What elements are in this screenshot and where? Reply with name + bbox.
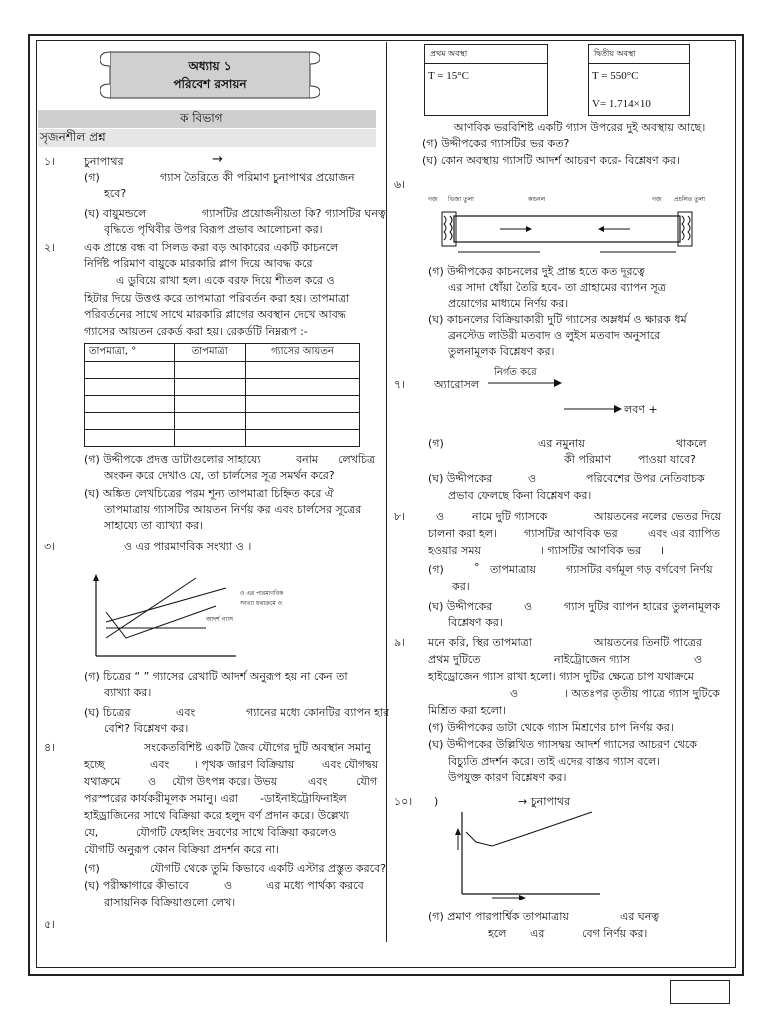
- q2-line4: হিটার দিয়ে উত্তপ্ত করে তাপমাত্রা পরিবর্তন করা হয়। তাপমাত্রা: [84, 292, 350, 305]
- q4-ga-label: (গ): [84, 862, 100, 875]
- q7-gha2: প্রভাব ফেলছে কিনা বিশ্লেষণ কর।: [448, 489, 592, 502]
- q2-ga-end: লেখচিত্র: [338, 453, 376, 466]
- q3-graph-label1: ও এর পারমাণবিক: [240, 590, 284, 597]
- q9-ga: (গ) উদ্দীপকের ডাটা থেকে গ্যাস মিশ্রণের চাপ নির্ণয় কর।: [428, 721, 674, 734]
- q2-ga: (গ) উদ্দীপকে প্রদত্ত ডাটাগুলোর সাহায্যে: [84, 453, 261, 466]
- page-number-box: [670, 980, 730, 1004]
- q9-gha3: উপযুক্ত কারণ বিশ্লেষণ কর।: [448, 771, 567, 784]
- q4-l2c: । পৃথক জারণ বিক্রিয়ায়: [194, 758, 295, 771]
- q8-l2b: গ্যাসটির আণবিক ভর: [524, 527, 618, 540]
- q4-l4a: পরস্পরের কার্যকরীমূলক সমানু। এরা: [84, 792, 238, 805]
- q8-ga: (গ): [428, 563, 444, 576]
- q2-gha3: সাহায্যে তা ব্যাখ্যা কর।: [104, 519, 204, 532]
- q4-number: ৪।: [44, 741, 56, 754]
- q9-l4b: । অতঃপর তৃতীয় পাত্রে গ্যাস দুটিকে: [564, 687, 720, 700]
- q6-label-mid: কাচনল: [528, 196, 546, 203]
- table-row: [85, 379, 360, 396]
- q10-ga2-mid: এর: [530, 927, 545, 940]
- q3-line1: ও এর পারমাণবিক সংখ্যা ও ।: [124, 540, 252, 553]
- q2-line1: এক প্রান্তে বন্ধ বা সিলড করা বড় আকারের একটি কাচনলে: [84, 241, 339, 254]
- q7-arrow-label: নির্গত করে: [494, 367, 537, 378]
- q8-l1a: ও: [436, 510, 445, 523]
- q4-gha-end: এর মধ্যে পার্থক্য করবে: [266, 879, 364, 892]
- q8-ga-mid: °: [474, 561, 480, 574]
- q6-label-right1: গজ: [652, 196, 662, 203]
- q8-gha2: বিশ্লেষণ কর।: [448, 616, 503, 629]
- q4-l6a: যে,: [84, 826, 99, 839]
- q3-ga: (গ) চিত্রের “ ” গ্যাসের রেখাটি আদর্শ অনুরূপ হয় না কেন তা: [84, 670, 348, 683]
- q4-l2b: এবং: [150, 758, 170, 771]
- section-heading: সৃজনশীল প্রশ্ন: [40, 130, 106, 144]
- table-header-cell: তাপমাত্রা, °: [85, 344, 175, 362]
- q2-line6: গ্যাসের আয়তন রেকর্ড করা হয়। রেকর্ডটি নিম্নরূপ :-: [84, 325, 308, 338]
- q2-line2: নির্দিষ্ট পরিমাণ বায়ুকে মারকারি প্লাগ দিয়ে আবদ্ধ করে: [84, 257, 313, 270]
- q3-number: ৩।: [44, 540, 56, 553]
- table-header-row: [85, 344, 360, 362]
- q7-ga-mid: এর নমুনায়: [538, 437, 585, 450]
- q3-graph-label2: সংখ্যা যথাক্রমে ও: [240, 600, 283, 607]
- q8-l3b: । গ্যাসটির আণবিক ভর: [540, 544, 642, 557]
- q3-graph-label3: আদর্শ গ্যাস: [206, 616, 233, 623]
- q4-l3d: এবং: [308, 775, 328, 788]
- q10-line1b: → চুনাপাথর: [518, 795, 571, 808]
- q8-gha-mid: ও: [524, 600, 533, 613]
- q4-gha: (ঘ) পরীক্ষাগারে কীভাবে: [84, 879, 189, 892]
- q7-line2: লবণ +: [624, 403, 658, 416]
- q4-l3a: যথাক্রমে: [84, 775, 121, 788]
- section-label: ক বিভাগ: [180, 111, 223, 125]
- q4-gha2: রাসায়নিক বিক্রিয়াগুলো লেখ।: [104, 896, 236, 909]
- q2-ga-mid: বনাম: [296, 453, 318, 466]
- q2-line5: পরিবর্তনের সাথে সাথে মারকারি প্লাগের অবস্থান দেখে আবদ্ধ: [84, 308, 346, 321]
- q4-l2e: যৌগদ্বয়: [344, 758, 379, 771]
- q6-label-left1: গজ: [428, 196, 438, 203]
- right-top-gha: (ঘ) কোন অবস্থায় গ্যাসটি আদর্শ আচরণ করে- বিশ্লেষণ কর।: [422, 154, 680, 167]
- table-row: [85, 413, 360, 430]
- q6-label-right2: প্রচলিত তুলা: [674, 196, 706, 203]
- q4-line5: হাইড্রাজিনের সাথে বিক্রিয়া করে হলুদ বর্ণ প্রদান করে। উল্লেখ্য: [84, 809, 349, 822]
- q1-gha-text2: বৃদ্ধিতে পৃথিবীর উপর বিরূপ প্রভাব আলোচনা কর।: [104, 223, 323, 236]
- q7-gha-end: পরিবেশের উপর নেতিবাচক: [586, 472, 705, 485]
- q4-l3c: যৌগ উৎপন্ন করে। উভয়: [172, 775, 278, 788]
- q4-ga-text: যৌগটি থেকে তুমি কিভাবে একটি এস্টার প্রস্তুত করবে?: [150, 862, 387, 875]
- q3-gha: (ঘ) চিত্রের: [84, 706, 131, 719]
- state1-title: প্রথম অবস্থা: [430, 49, 468, 58]
- q6-label-left2: ভিজা তুলা: [448, 196, 474, 203]
- q4-l3b: ও: [148, 775, 157, 788]
- q9-l1a: মনে করি, স্থির তাপমাত্রা: [428, 636, 532, 649]
- q8-l3c: ।: [660, 544, 665, 557]
- q1-gha-label: (ঘ) বায়ুমন্ডলে: [84, 207, 147, 220]
- reaction-arrow-icon: →: [212, 152, 223, 167]
- q8-l2c: এবং এর ব্যাপিত: [648, 527, 721, 540]
- q4-l4b: -ডাইনাইট্রোফিনাইল: [260, 792, 347, 805]
- state2-title: দ্বিতীয় অবস্থা: [594, 49, 636, 58]
- q9-l2a: প্রথম দুটিতে: [428, 653, 481, 666]
- state1-value: T = 15°C: [428, 70, 469, 82]
- q9-line5: মিশ্রিত করা হলো।: [428, 704, 507, 717]
- glass-tube-diagram: [440, 202, 700, 262]
- q1-gha-text: গ্যাসটির প্রয়োজনীয়তা কি? গ্যাসটির ঘনত্ব: [202, 207, 386, 220]
- q2-number: ২।: [44, 241, 56, 254]
- q8-ga-text: তাপমাত্রায়: [490, 563, 536, 576]
- q2-record-table: [84, 343, 360, 447]
- q8-ga-end: গ্যাসটির বর্গমূল গড় বর্গবেগ নির্ণয়: [566, 563, 713, 576]
- q1-line1: চুনাপাথর: [84, 155, 124, 168]
- q9-gha2: বিচ্যুতি প্রদর্শন করে। তাই এদের বাস্তব গ্যাস বলে।: [448, 755, 661, 768]
- column-divider: [386, 42, 387, 942]
- chapter-title: অধ্যায় ১: [188, 59, 232, 73]
- state2-value2: V= 1.714×10: [592, 98, 651, 110]
- q3-gha-end: গ্যানের মধ্যে কোনটির ব্যাপন হার: [246, 706, 390, 719]
- q7-ga: (গ): [428, 437, 444, 450]
- state2-value: T = 550°C: [592, 70, 639, 82]
- q2-gha: (ঘ) অঙ্কিত লেখচিত্রের পরম শূন্য তাপমাত্রা চিহ্নিত করে ঐ: [84, 487, 334, 500]
- q8-l1c: আয়তনের নলের ভেতর দিয়ে: [594, 510, 722, 523]
- right-top-line1: আণবিক ভরবিশিষ্ট একটি গ্যাস উপরের দুই অবস্থায় আছে।: [454, 121, 706, 134]
- q4-line1: সংকেতবিশিষ্ট একটি জৈব যৌগের দুটি অবস্থান সমানু: [144, 741, 371, 754]
- q10-ga: (গ) প্রমাণ পারপার্শ্বিক তাপমাত্রায়: [428, 910, 569, 923]
- chapter-subtitle: পরিবেশ রসায়ন: [173, 77, 247, 91]
- q8-ga2: কর।: [452, 580, 470, 593]
- q6-gha2: ব্রনস্টেড লাউরী মতবাদ ও লুইস মতবাদ অনুসারে: [448, 329, 661, 342]
- q8-l2a: চালনা করা হল।: [428, 527, 497, 540]
- q7-number: ৭।: [394, 378, 406, 391]
- q5-number: ৫।: [44, 918, 56, 931]
- q7-ga2-end: পাওয়া যাবে?: [638, 453, 696, 466]
- q2-gha2: তাপমাত্রায় গ্যাসটির আয়তন নির্ণয় কর এবং চার্লসের সূত্রের: [104, 503, 362, 516]
- q8-gha: (ঘ) উদ্দীপকের: [428, 600, 493, 613]
- q2-line3: এ ডুবিয়ে রাখা হল। একে বরফ দিয়ে শীতল করে ও: [116, 274, 335, 287]
- q8-gha-end: গ্যাস দুটির ব্যাপন হারের তুলনামূলক: [564, 600, 721, 613]
- q1-ga-text: গ্যাস তৈরিতে কী পরিমাণ চুনাপাথর প্রয়োজন: [160, 171, 355, 184]
- q9-line3: হাইড্রোজেন গ্যাস রাখা হলো। গ্যাস দুটির ক্ষেত্রে চাপ যথাক্রমে: [428, 670, 694, 683]
- q9-gha: (ঘ) উদ্দীপকের উল্লিখিত গ্যাসদ্বয় আদর্শ গ্যাসের আচরণ থেকে: [428, 738, 697, 751]
- q4-l2d: এবং: [322, 758, 342, 771]
- q6-ga2: এর সাদা ধোঁয়া তৈরি হবে- তা গ্রাহামের ব্যাপন সূত্র: [448, 281, 666, 294]
- q9-l2c: ও: [694, 653, 703, 666]
- q8-l1b: নামে দুটি গ্যাসকে: [472, 510, 548, 523]
- q1-ga-text2: হবে?: [104, 187, 127, 200]
- q3-gha-mid: এবং: [176, 706, 196, 719]
- table-header-cell: তাপমাত্রা: [174, 344, 245, 362]
- q3-ga2: ব্যাখ্যা কর।: [104, 686, 152, 699]
- q4-gha-mid: ও: [224, 879, 233, 892]
- q4-line7: যৌগটি অনুরূপ কোন বিক্রিয়া প্রদর্শন করে না।: [84, 843, 279, 856]
- q9-l2b: নাইট্রোজেন গ্যাস: [554, 653, 631, 666]
- q9-l1b: আয়তনের তিনটি পাত্রের: [594, 636, 702, 649]
- q9-number: ৯।: [394, 636, 406, 649]
- q7-ga2: কী পরিমাণ: [564, 453, 611, 466]
- q4-l2a: হচ্ছে: [84, 758, 105, 771]
- q7-line1: অ্যারোসল: [434, 378, 480, 391]
- q6-ga: (গ) উদ্দীপকের কাচনলের দুই প্রান্ত হতে কত দূরত্বে: [428, 265, 645, 278]
- q10-line1: ): [434, 795, 439, 808]
- q4-l3e: যৌগ: [356, 775, 378, 788]
- table-header-cell: গ্যাসের আয়তন: [245, 344, 359, 362]
- q1-ga-label: (গ): [84, 171, 100, 184]
- q8-number: ৮।: [394, 510, 406, 523]
- q4-l6b: যৌগটি ফেহলিং দ্রবণের সাথে বিক্রিয়া করলেও: [136, 826, 337, 839]
- q9-l4a: ও: [510, 687, 519, 700]
- q7-gha-mid: ও: [528, 472, 537, 485]
- q10-number: ১০।: [394, 795, 413, 808]
- q2-ga2: অংকন করে দেখাও যে, তা চার্লসের সূত্র সমর্থন করে?: [104, 469, 335, 482]
- table-row: [85, 396, 360, 413]
- table-row: [85, 430, 360, 447]
- q8-l3a: হওয়ার সময়: [428, 544, 481, 557]
- q6-gha: (ঘ) কাচনলের বিক্রিয়াকারী দুটি গ্যাসের অম্লধর্ম ও ক্ষারক ধর্ম: [428, 313, 687, 326]
- q10-ga-mid: এর ঘনত্ব: [620, 910, 660, 923]
- q7-arrow-icon: [488, 378, 564, 388]
- q10-graph: [452, 810, 602, 900]
- q3-gha2: বেশি? বিশ্লেষণ কর।: [104, 722, 189, 735]
- right-top-ga: (গ) উদ্দীপকের গ্যাসটির ভর কত?: [422, 137, 570, 150]
- q7-gha: (ঘ) উদ্দীপকের: [428, 472, 493, 485]
- q10-ga2: হলে: [488, 927, 507, 940]
- q7-ga-end: থাকলে: [676, 437, 707, 450]
- q1-number: ১।: [44, 155, 56, 168]
- q6-gha3: তুলনামূলক বিশ্লেষণ কর।: [448, 345, 555, 358]
- q10-ga2-end: বেগ নির্ণয় কর।: [582, 927, 648, 940]
- chapter-banner: [100, 46, 320, 104]
- q7-arrow2-icon: [564, 404, 624, 414]
- table-row: [85, 362, 360, 379]
- q6-ga3: প্রয়োগের মাধ্যমে নির্ণয় কর।: [448, 297, 569, 310]
- q6-number: ৬।: [394, 178, 406, 191]
